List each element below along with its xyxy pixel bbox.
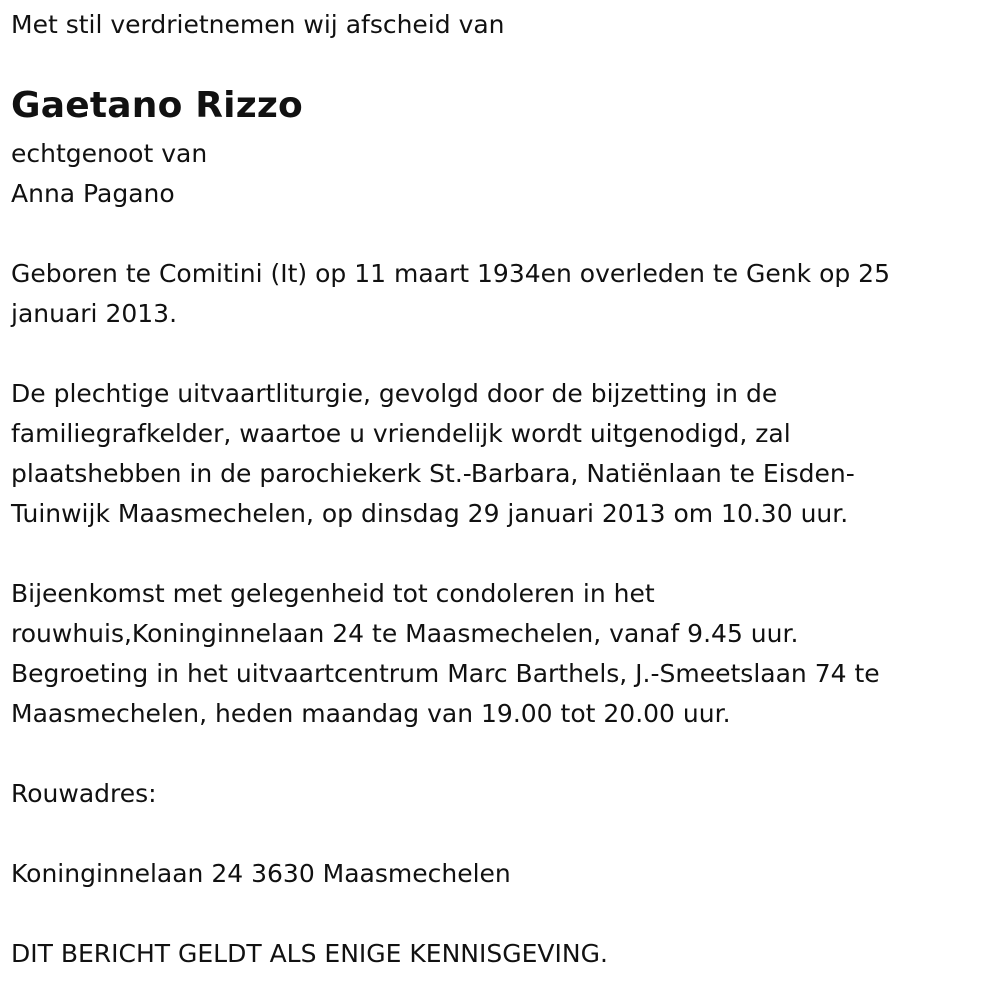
paragraph-line: Begroeting in het uitvaartcentrum Marc Barthels, J.-Smeetslaan 74 te [11,659,880,688]
mourning-address: Koninginnelaan 24 3630 Maasmechelen [11,859,511,888]
mourning-address-block [11,854,511,894]
paragraph-line: Tuinwijk Maasmechelen, op dinsdag 29 januari 2013 om 10.30 uur. [11,499,849,528]
spouse-section [11,134,207,214]
mourning-address-label-block [11,774,157,814]
gathering-paragraph [11,574,880,734]
funeral-paragraph [11,374,855,534]
spouse-name: Anna Pagano [11,179,175,208]
paragraph-line: familiegrafkelder, waartoe u vriendelijk wordt uitgenodigd, zal [11,419,791,448]
deceased-name: Gaetano Rizzo [11,85,303,126]
paragraph-line: Geboren te Comitini (It) op 11 maart 1934en overleden te Genk op 25 [11,259,890,288]
birth-death-paragraph [11,254,890,334]
closing-block [11,934,608,974]
mourning-address-label: Rouwadres: [11,779,157,808]
paragraph-line: rouwhuis,Koninginnelaan 24 te Maasmechelen, vanaf 9.45 uur. [11,619,799,648]
closing-statement: DIT BERICHT GELDT ALS ENIGE KENNISGEVING. [11,939,608,968]
intro-text: Met stil verdrietnemen wij afscheid van [11,10,505,39]
paragraph-line: De plechtige uitvaartliturgie, gevolgd door de bijzetting in de [11,379,778,408]
paragraph-line: januari 2013. [11,299,178,328]
paragraph-line: Bijeenkomst met gelegenheid tot condoleren in het [11,579,655,608]
paragraph-line: Maasmechelen, heden maandag van 19.00 tot 20.00 uur. [11,699,731,728]
spouse-relation: echtgenoot van [11,139,208,168]
paragraph-line: plaatshebben in de parochiekerk St.-Barbara, Natiënlaan te Eisden- [11,459,855,488]
